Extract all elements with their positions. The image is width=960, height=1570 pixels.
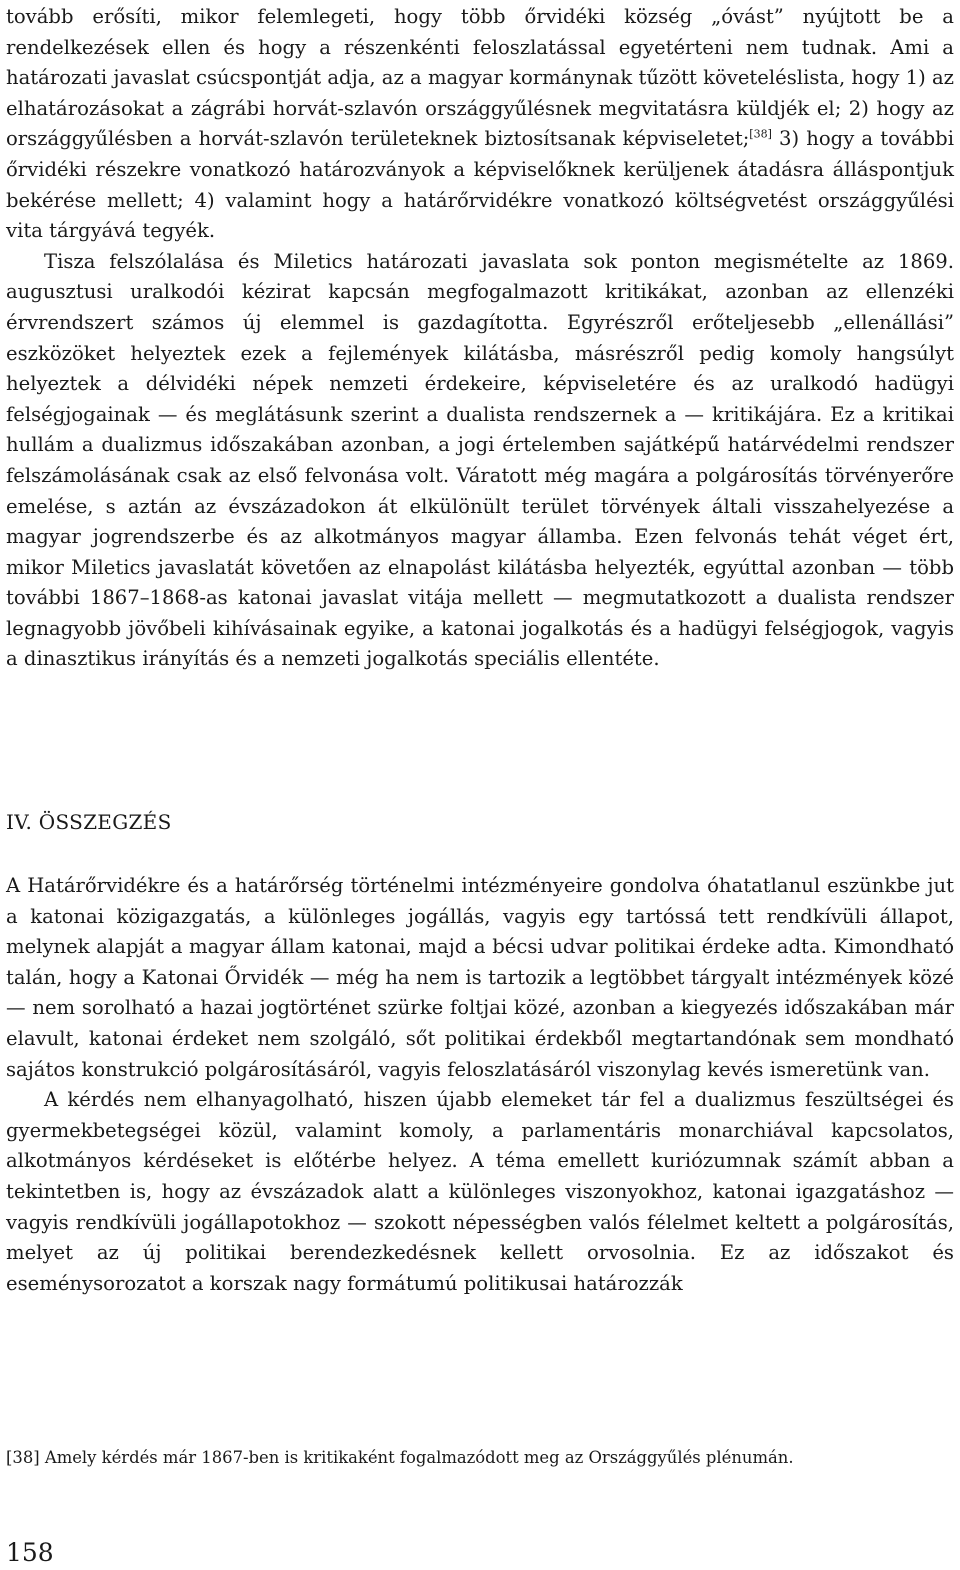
summary-section: [6, 871, 954, 1299]
footnote-reference[interactable]: [38]: [749, 127, 772, 141]
page-number: 158: [6, 1538, 54, 1567]
body-paragraph: A Határőrvidékre és a határőrség történelmi intézményeire gondolva óhatatlanul eszünkbe jut a katonai közigazgatás, a különleges jogállás, vagyis egy tartóssá tett rendkívüli állapot, melynek alapját a magyar állam katonai, majd a bécsi udvar politikai érdeke adta. Kimondható talán, hogy a Katonai Őrvidék — még ha nem is tartozik a legtöbbet tárgyalt intézmények közé — nem sorolható a hazai jogtörténet szürke foltjai közé, azonban a kiegyezés időszakában már elavult, katonai érdeket nem szolgáló, sőt politikai érdekből megtartandónak sem mondható sajátos konstrukció polgárosításáról, vagyis feloszlatásáról viszonylag kevés ismeretünk van.: [6, 874, 954, 1081]
body-paragraph: A kérdés nem elhanyagolható, hiszen újabb elemeket tár fel a dualizmus feszültségei és gyermekbetegségei közül, valamint komoly, a parlamentáris monarchiával kapcsolatos, alkotmányos kérdéseket is előtérbe helyez. A téma emellett kuriózumnak számít abban a tekintetben is, hogy az évszázadok alatt a különleges viszonyokhoz, katonai igazgatáshoz — vagyis rendkívüli jogállapotokhoz — szokott népességben valós félelmet keltett a polgárosítás, melyet az új politikai berendezkedésnek kellett orvosolnia. Ez az időszakot és eseménysorozatot a korszak nagy formátumú politikusai határozzák: [6, 1088, 954, 1295]
body-paragraph: [6, 2, 954, 247]
body-paragraph: Tisza felszólalása és Miletics határozati javaslata sok ponton megismételte az 1869. augusztusi uralkodói kézirat kapcsán megfogalmazott kritikákat, azonban az ellenzéki érvrendszert számos új elemmel is gazdagította. Egyrészről erőteljesebb „ellenállási” eszközöket helyeztek ezek a fejlemények kilátásba, másrészről pedig komoly hangsúlyt helyeztek a délvidéki népek nemzeti érdekeire, képviseletére és az uralkodó hadügyi felségjogainak — és meglátásunk szerint a dualista rendszernek a — kritikájára. Ez a kritikai hullám a dualizmus időszakában azonban, a jogi értelemben sajátképű határvédelmi rendszer felszámolásának csak az első felvonása volt. Váratott még magára a polgárosítás törvényerőre emelése, s aztán az évszázadokon át elkülönült terület törvények általi visszahelyezése a magyar jogrendszerbe és az alkotmányos magyar államba. Ezen felvonás tehát véget ért, mikor Miletics javaslatát követően az elnapolást kilátásba helyezték, egyúttal azonban — több további 1867–1868-as katonai javaslat vitája mellett — megmutatkozott a dualista rendszer legnagyobb jövőbeli kihívásainak egyike, a katonai jogalkotás és a hadügyi felségjogok, vagyis a dinasztikus irányítás és a nemzeti jogalkotás speciális ellentéte.: [6, 249, 954, 671]
footnote: [38] Amely kérdés már 1867-ben is kritikaként fogalmazódott meg az Országgyűlés plénumán.: [6, 1448, 794, 1467]
paragraph-text: 3) hogy a további őrvidéki részekre vonatkozó határozványok a képviselőknek kerüljenek átadásra álláspontjuk bekérése mellett; 4) valamint hogy a határőrvidékre vonatkozó költségvetést országgyűlési vita tárgyává tegyék.: [6, 127, 954, 243]
paragraph-text: tovább erősíti, mikor felemlegeti, hogy több őrvidéki község „óvást” nyújtott be a rendelkezések ellen és hogy a részenkénti feloszlatással egyetérteni nem tudnak. Ami a határozati javaslat csúcspontját adja, az a magyar kormánynak tűzött követeléslista, hogy 1) az elhatározásokat a zágrábi horvát-szlavón országgyűlésnek megvitatásra küldjék el; 2) hogy az országgyűlésben a horvát-szlavón területeknek biztosítsanak képviseletet;: [6, 5, 955, 151]
section-heading: IV. ÖSSZEGZÉS: [6, 810, 172, 834]
page: [6, 0, 955, 1567]
